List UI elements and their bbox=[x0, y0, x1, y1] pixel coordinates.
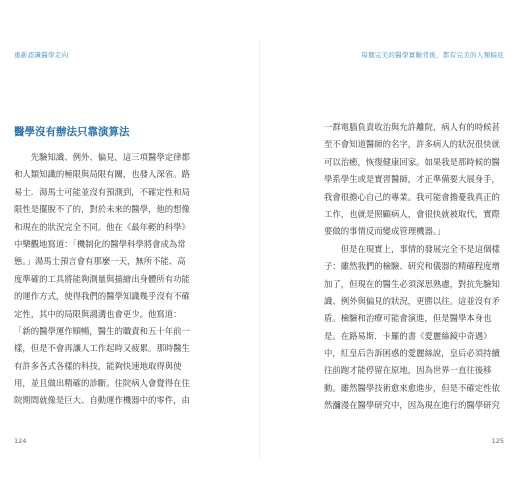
text-line: 有許多各式各樣的科技，能夠快速地取得與使 bbox=[14, 360, 182, 371]
right-page bbox=[260, 0, 520, 500]
text-line: 動。雖然醫學技術愈來愈進步，但是不確定性依 bbox=[324, 382, 500, 393]
text-line: 學系學生或是實習醫師，才正準備要大展身手， bbox=[324, 174, 500, 185]
text-line: 和現在的狀況完全不同。他在《最年輕的科學》 bbox=[14, 221, 190, 232]
text-line: 往前跑才能停留在原地，因為世界一直往後移 bbox=[324, 365, 492, 376]
text-line: 院期間就像是巨大、自動運作機器中的零件，由 bbox=[14, 395, 190, 406]
running-header-right: 每個完美的醫學實驗背後，都有完美的人類偏見 bbox=[361, 51, 504, 59]
text-line: 中樂觀地寫道：「機制化的醫學科學將會成為常 bbox=[14, 238, 186, 249]
text-line: 的運作方式，使得我們的醫學知識幾乎沒有不確 bbox=[14, 291, 190, 302]
text-line: 先驗知識、例外、偏見，這三項醫學定律都 bbox=[14, 152, 190, 162]
text-line: 子：雖然我們的檢驗、研究和儀器的精確程度增 bbox=[324, 261, 500, 272]
page-number-left: 124 bbox=[14, 437, 27, 445]
text-line: 我會很擔心自己的專業。我可能會擔憂我真正的 bbox=[324, 191, 500, 202]
text-line: 「新的醫學運作順暢，醫生的職責和五十年前一 bbox=[14, 325, 190, 336]
text-line: 樣，但是不會再讓人工作起時又疲累。那時醫生 bbox=[14, 343, 190, 354]
text-line: 要做的事情反而變成管理機器。」 bbox=[324, 226, 446, 237]
page-number-right: 125 bbox=[491, 437, 504, 445]
text-line: 然瀰漫在醫學研究中，因為現在進行的醫學研究 bbox=[324, 400, 500, 411]
text-line: 一群電腦負責收治與允許離院，病人有的時候甚 bbox=[324, 122, 500, 132]
text-line: 盾。檢驗和治療可能會演進，但是醫學本身也 bbox=[324, 313, 492, 324]
text-line: 用，並且做出精確的診斷。住院病人會覺得在住 bbox=[14, 378, 190, 389]
text-line: 度準確的工具將能夠測量與描繪出身體所有功能 bbox=[14, 273, 190, 284]
text-line: 中，紅皇后告訴困惑的愛麗絲說，皇后必須持續 bbox=[324, 348, 500, 359]
text-line: 定性，其中的局限與鴻溝也會更少。他寫道： bbox=[14, 308, 182, 319]
text-line: 限性是擺脫不了的，對於未來的醫學，他的想像 bbox=[14, 204, 190, 215]
text-line: 可以治癒，恢復健康回家。如果我是那時候的醫 bbox=[324, 156, 500, 167]
text-line: 是。在路易斯．卡羅的書《愛麗絲鏡中奇遇》 bbox=[324, 330, 492, 341]
left-body-text bbox=[14, 149, 200, 410]
text-line: 工作，也就是照顧病人，會很快就被取代，實際 bbox=[324, 208, 500, 219]
right-body-text bbox=[324, 119, 510, 415]
text-line: 易士．湯馬士可能並沒有預測到，不確定性和局 bbox=[14, 186, 190, 197]
text-line: 加了，但現在的醫生必須深思熟慮，對抗先驗知 bbox=[324, 278, 500, 289]
text-line: 態。」湯馬士預言會有那麼一天，無所不能、高 bbox=[14, 256, 186, 267]
running-header-left: 重新認識醫學走向 bbox=[14, 51, 69, 59]
text-line: 和人類知識的極限與局限有關，也發人深省。路 bbox=[14, 169, 190, 180]
text-line: 至不會知道醫師的名字，許多病人的狀況很快就 bbox=[324, 139, 500, 150]
text-line: 識、例外與偏見的狀況，更勝以往。這並沒有矛 bbox=[324, 295, 500, 306]
text-line: 但是在現實上，事情的發展完全不是這個樣 bbox=[324, 243, 500, 254]
section-heading: 醫學沒有辦法只靠演算法 bbox=[14, 126, 130, 138]
